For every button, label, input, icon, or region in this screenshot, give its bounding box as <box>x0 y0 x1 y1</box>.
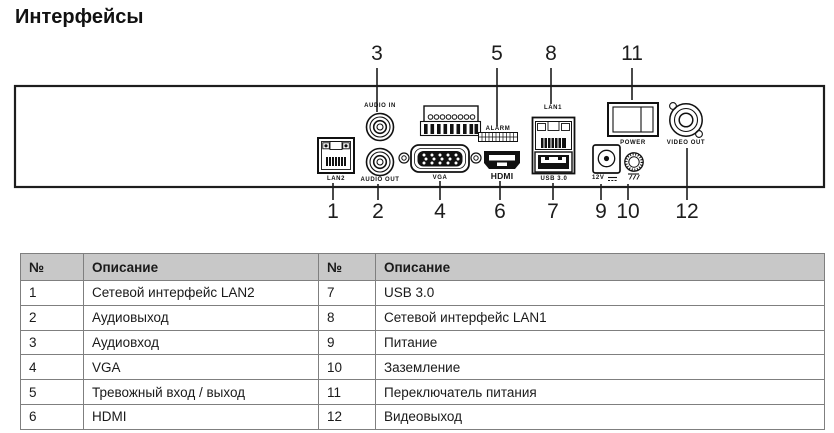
audio-out-label: AUDIO OUT <box>360 177 400 183</box>
video-out-label: VIDEO OUT <box>666 140 706 146</box>
callout-6: 6 <box>494 200 506 223</box>
cell-desc: Питание <box>376 330 825 355</box>
cell-num: 8 <box>319 305 376 330</box>
lan2-label: LAN2 <box>326 176 346 182</box>
callout-5: 5 <box>491 42 503 65</box>
cell-num: 10 <box>319 355 376 380</box>
cell-desc: Сетевой интерфейс LAN2 <box>84 281 319 306</box>
cell-desc: Сетевой интерфейс LAN1 <box>376 305 825 330</box>
table-header-row <box>21 254 825 281</box>
cell-num: 4 <box>21 355 84 380</box>
vga-label: VGA <box>432 175 448 181</box>
hdmi-port-icon <box>484 151 520 169</box>
callout-4: 4 <box>434 200 446 223</box>
table-row <box>21 355 825 380</box>
usb-label: USB 3.0 <box>540 176 568 182</box>
col-header-num-left: № <box>21 254 84 281</box>
dc-jack-icon <box>593 145 620 173</box>
cell-num: 3 <box>21 330 84 355</box>
cell-desc: HDMI <box>84 404 319 429</box>
audio-in-label: AUDIO IN <box>364 103 396 109</box>
alarm-strip-icon <box>479 133 518 142</box>
table-row <box>21 281 825 306</box>
callout-1: 1 <box>327 200 339 223</box>
lan1-usb-combo-icon <box>533 118 575 174</box>
vga-port-icon <box>399 145 481 172</box>
cell-num: 7 <box>319 281 376 306</box>
alarm-terminal-block-icon <box>421 106 481 136</box>
cell-num: 1 <box>21 281 84 306</box>
cell-desc: Аудиовыход <box>84 305 319 330</box>
cell-desc: VGA <box>84 355 319 380</box>
col-header-desc-right: Описание <box>376 254 825 281</box>
cell-desc: Видеовыход <box>376 404 825 429</box>
cell-num: 11 <box>319 380 376 405</box>
cell-desc: Тревожный вход / выход <box>84 380 319 405</box>
cell-num: 5 <box>21 380 84 405</box>
power-label: POWER <box>620 140 646 146</box>
cell-num: 2 <box>21 305 84 330</box>
callout-12: 12 <box>675 200 699 223</box>
alarm-label: ALARM <box>485 126 511 132</box>
cell-desc: USB 3.0 <box>376 281 825 306</box>
power-switch-icon <box>608 103 658 136</box>
cell-num: 6 <box>21 404 84 429</box>
col-header-num-right: № <box>319 254 376 281</box>
table-row <box>21 404 825 429</box>
hdmi-label: HDMI <box>490 171 514 181</box>
page-title: Интерфейсы <box>15 6 144 28</box>
cell-desc: Аудиовход <box>84 330 319 355</box>
callout-2: 2 <box>372 200 384 223</box>
callout-10: 10 <box>616 200 640 223</box>
table-row <box>21 330 825 355</box>
callout-7: 7 <box>547 200 559 223</box>
callout-11: 11 <box>621 42 643 65</box>
col-header-desc-left: Описание <box>84 254 319 281</box>
cell-num: 9 <box>319 330 376 355</box>
interface-table <box>20 253 825 430</box>
callout-8: 8 <box>545 42 557 65</box>
lan2-port-icon <box>318 138 354 173</box>
lan1-label: LAN1 <box>543 105 563 111</box>
table-row <box>21 380 825 405</box>
dc-label: 12V <box>592 175 605 181</box>
cell-desc: Переключатель питания <box>376 380 825 405</box>
cell-num: 12 <box>319 404 376 429</box>
cell-desc: Заземление <box>376 355 825 380</box>
callout-3: 3 <box>371 42 383 65</box>
callout-9: 9 <box>595 200 607 223</box>
table-row <box>21 305 825 330</box>
